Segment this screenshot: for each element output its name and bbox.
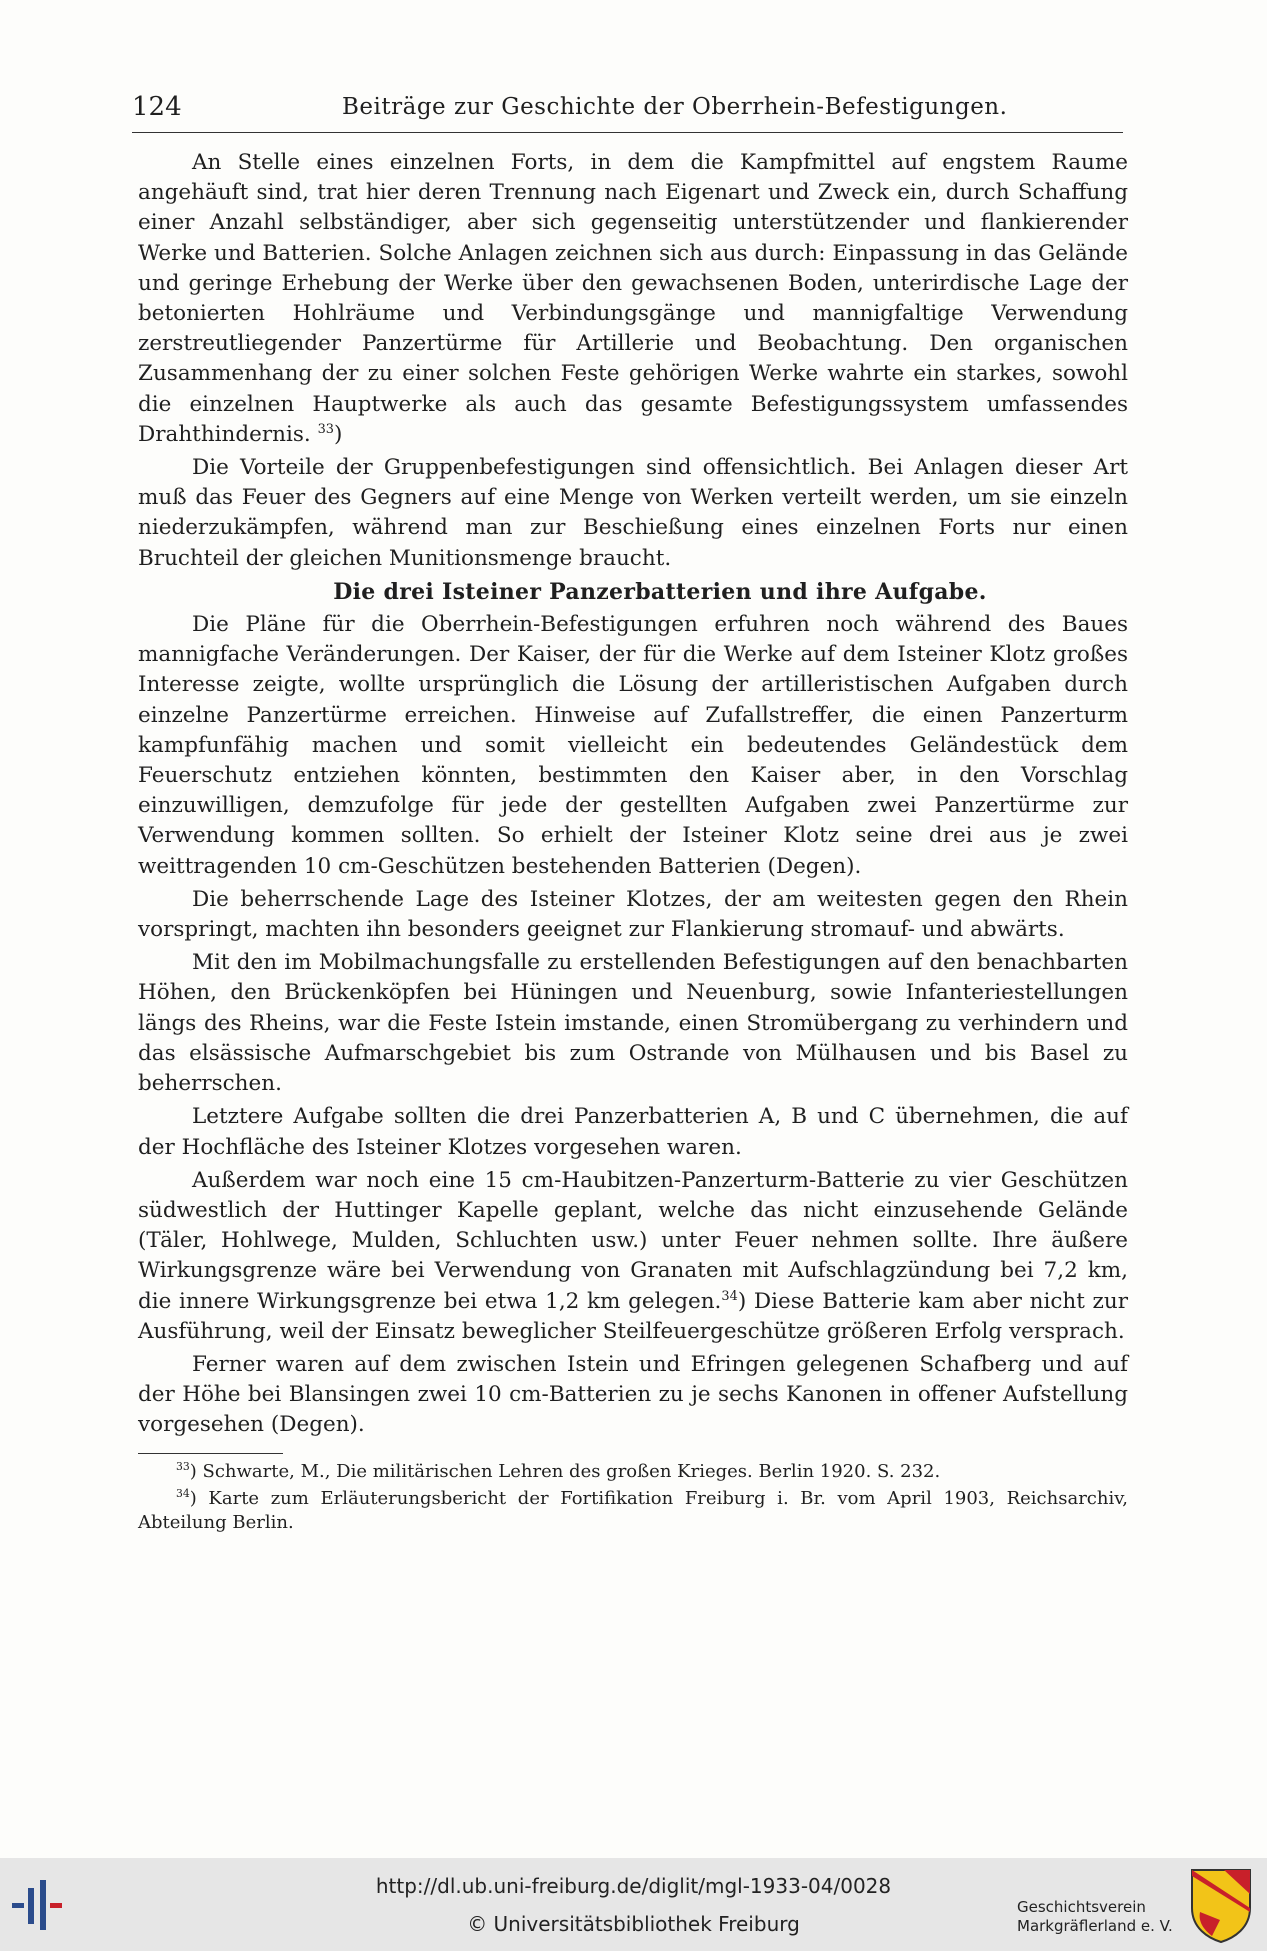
paragraph: An Stelle eines einzelnen Forts, in dem die Kampfmittel auf engstem Raume angehäuft sind, trat hier deren Trennung nach Eigenart und Zweck ein, durch Schaffung einer Anzahl selbständiger, aber sich gegenseitig unterstützender und flankierender Werke und Batterien. Solche Anlagen zeichnen sich aus durch: Einpassung in das Gelände und geringe Erhebung der Werke über den gewachsenen Boden, unterirdische Lage der betonierten Hohlräume und Verbindungsgänge und mannigfaltige Verwendung zerstreutliegender Panzertürme für Artillerie und Beobachtung. Den organischen Zusammenhang der zu einer solchen Feste gehörigen Werke wahrte ein starkes, sowohl die einzelnen Hauptwerke als auch das gesamte Befestigungssystem umfassendes Drahthindernis. $^{33}$) xyxy=(138,150,1128,447)
paragraph: Die Vorteile der Gruppenbefestigungen sind offensichtlich. Bei Anlagen dieser Art muß das Feuer des Gegners auf eine Menge von Werken verteilt werden, um sie einzeln niederzukämpfen, während man zur Beschießung eines einzelnen Forts nur einen Bruchteil der gleichen Munitionsmenge braucht. xyxy=(138,455,1128,571)
copyright-notice: © Universitätsbibliothek Freiburg xyxy=(467,1912,800,1936)
paragraph: Die Pläne für die Oberrhein-Befestigungen erfuhren noch während des Baues mannigfache Veränderungen. Der Kaiser, der für die Werke auf dem Isteiner Klotz großes Interesse zeigte, wollte ursprünglich die Lösung der artilleristischen Aufgaben durch einzelne Panzertürme erreichen. Hinweise auf Zufallstreffer, die einen Panzerturm kampfunfähig machen und somit vielleicht ein bedeutendes Geländestück dem Feuerschutz entziehen könnten, bestimmten den Kaiser aber, in den Vorschlag einzuwilligen, demzufolge für jede der gestellten Aufgaben zwei Panzertürme zur Verwendung kommen sollten. So erhielt der Isteiner Klotz seine drei aus je zwei weittragenden 10 cm-Geschützen bestehenden Batterien (Degen). xyxy=(138,612,1128,879)
paragraph: Außerdem war noch eine 15 cm-Haubitzen-Panzerturm-Batterie zu vier Geschützen südwestlich der Huttinger Kapelle geplant, welche das nicht einzusehende Gelände (Täler, Hohlwege, Mulden, Schluchten usw.) unter Feuer nehmen sollte. Ihre äußere Wirkungsgrenze wäre bei Verwendung von Granaten mit Aufschlagzündung bei 7,2 km, die innere Wirkungsgrenze bei etwa 1,2 km gelegen.$^{34}$) Diese Batterie kam aber nicht zur Ausführung, weil der Einsatz beweglicher Steilfeuergeschütze größeren Erfolg versprach. xyxy=(138,1167,1128,1344)
body-text xyxy=(138,148,1128,1535)
running-title: Beiträge zur Geschichte der Oberrhein-Befestigungen. xyxy=(342,94,1008,120)
section-heading: Die drei Isteiner Panzerbatterien und ihre Aufgabe. xyxy=(333,578,987,605)
footnote: $^{34}$) Karte zum Erläuterungsbericht der Fortifikation Freiburg i. Br. vom April 1903, Reichsarchiv, Abteilung Berlin. xyxy=(138,1486,1128,1533)
footnote-ref-34[interactable]: 34 xyxy=(721,1288,738,1304)
page-header xyxy=(132,92,1123,133)
paragraph: Letztere Aufgabe sollten die drei Panzerbatterien A, B und C übernehmen, die auf der Hochfläche des Isteiner Klotzes vorgesehen waren. xyxy=(138,1104,1128,1160)
viewer-footer xyxy=(0,1858,1267,1951)
paragraph: Die beherrschende Lage des Isteiner Klotzes, der am weitesten gegen den Rhein vorspringt, machten ihn besonders geeignet zur Flankierung stromauf- und abwärts. xyxy=(138,886,1128,943)
footnote-divider xyxy=(138,1453,283,1454)
coat-of-arms-icon xyxy=(1190,1868,1252,1944)
footnote: $^{33}$) Schwarte, M., Die militärischen Lehren des großen Krieges. Berlin 1920. S. 232. xyxy=(176,1459,941,1482)
footnote-ref-33[interactable]: 33 xyxy=(317,421,334,437)
paragraph: Mit den im Mobilmachungsfalle zu erstellenden Befestigungen auf den benachbarten Höhen, den Brückenköpfen bei Hüningen und Neuenburg, sowie Infanteriestellungen längs des Rheins, war die Feste Istein imstande, einen Stromübergang zu verhindern und das elsässische Aufmarschgebiet bis zum Ostrande von Mülhausen und bis Basel zu beherrschen. xyxy=(138,950,1128,1097)
society-name: Geschichtsverein Markgräflerland e. V. xyxy=(1017,1898,1173,1935)
footnotes xyxy=(138,1460,1128,1535)
document-url-link[interactable]: http://dl.ub.uni-freiburg.de/diglit/mgl-1933-04/0028 xyxy=(375,1874,892,1898)
paragraph: Ferner waren auf dem zwischen Istein und Efringen gelegenen Schafberg und auf der Höhe bei Blansingen zwei 10 cm-Batterien zu je sechs Kanonen in offener Aufstellung vorgesehen (Degen). xyxy=(138,1351,1128,1438)
page-number: 124 xyxy=(132,92,182,122)
